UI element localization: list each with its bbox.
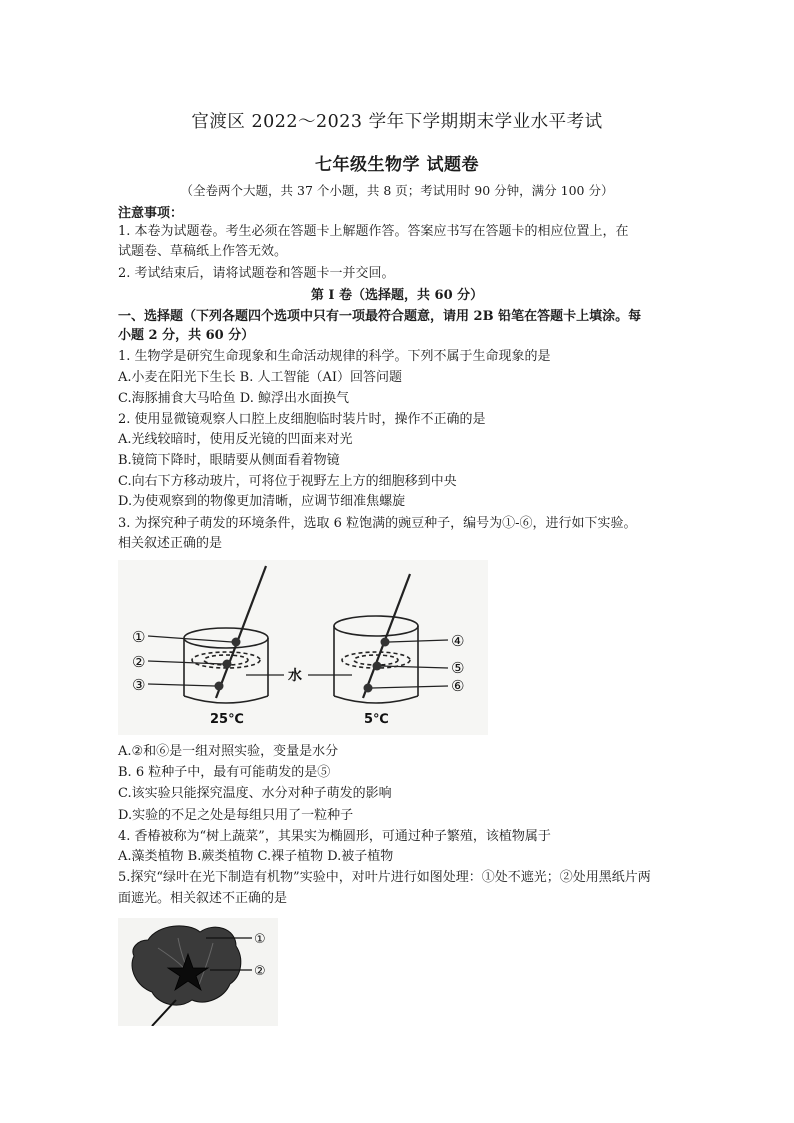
marker-4: ④ — [451, 632, 465, 650]
notice-line-3: 2. 考试结束后，请将试题卷和答题卡一并交回。 — [118, 266, 395, 281]
exam-subtitle: 七年级生物学 试题卷 — [315, 155, 479, 175]
notice-line-1: 1. 本卷为试题卷。考生必须在答题卡上解题作答。答案应书写在答题卡的相应位置上，在 — [118, 224, 629, 239]
section-heading-2: 小题 2 分，共 60 分） — [118, 328, 255, 343]
q3-figure — [118, 560, 488, 735]
q4-stem: 4. 香椿被称为“树上蔬菜”，其果实为椭圆形，可通过种子繁殖，该植物属于 — [118, 829, 551, 844]
exam-info: （全卷两个大题，共 37 个小题，共 8 页；考试用时 90 分钟，满分 100 分） — [180, 183, 614, 198]
water-label: 水 — [288, 668, 302, 684]
notice-heading: 注意事项： — [118, 206, 184, 221]
marker-6: ⑥ — [451, 677, 465, 695]
seed-1 — [232, 638, 241, 647]
q5-leaf-figure — [118, 918, 278, 1026]
marker-3: ③ — [132, 676, 146, 694]
q1-options-ab: A.小麦在阳光下生长 B. 人工智能（AI）回答问题 — [118, 370, 402, 385]
q3-option-d: D.实验的不足之处是每组只用了一粒种子 — [118, 808, 354, 823]
marker-2: ② — [132, 653, 146, 671]
q2-stem: 2. 使用显微镜观察人口腔上皮细胞临时装片时，操作不正确的是 — [118, 412, 486, 427]
left-temp-label: 25℃ — [210, 712, 244, 727]
q2-option-a: A.光线较暗时，使用反光镜的凹面来对光 — [118, 432, 353, 447]
exam-title: 官渡区 2022～2023 学年下学期期末学业水平考试 — [191, 112, 603, 132]
marker-1: ① — [132, 628, 146, 646]
q1-stem: 1. 生物学是研究生命现象和生命活动规律的科学。下列不属于生命现象的是 — [118, 349, 551, 364]
q4-options: A.藻类植物 B.蕨类植物 C.裸子植物 D.被子植物 — [118, 849, 394, 864]
right-temp-label: 5℃ — [364, 712, 389, 727]
leaf-marker-1: ① — [254, 932, 266, 947]
seed-2 — [223, 660, 232, 669]
q5-stem-2: 面遮光。相关叙述不正确的是 — [118, 891, 288, 906]
q2-option-b: B.镜筒下降时，眼睛要从侧面看着物镜 — [118, 453, 340, 468]
seed-6 — [364, 684, 373, 693]
q3-stem-2: 相关叙述正确的是 — [118, 536, 223, 551]
seed-5 — [373, 662, 382, 671]
q3-option-a: A.②和⑥是一组对照实验，变量是水分 — [118, 744, 339, 759]
q3-stem-1: 3. 为探究种子萌发的环境条件，选取 6 粒饱满的豌豆种子，编号为①-⑥，进行如下实验。 — [118, 516, 637, 531]
q1-options-cd: C.海豚捕食大马哈鱼 D. 鲸浮出水面换气 — [118, 391, 349, 406]
q2-option-c: C.向右下方移动玻片，可将位于视野左上方的细胞移到中央 — [118, 474, 457, 489]
q3-option-c: C.该实验只能探究温度、水分对种子萌发的影响 — [118, 786, 392, 801]
leaf-marker-2: ② — [254, 964, 266, 979]
part-title: 第 I 卷（选择题，共 60 分） — [310, 288, 484, 303]
notice-line-2: 试题卷、草稿纸上作答无效。 — [118, 244, 288, 259]
q5-stem-1: 5.探究“绿叶在光下制造有机物”实验中，对叶片进行如图处理：①处不遮光；②处用黑纸片两 — [118, 870, 651, 885]
seed-3 — [215, 682, 224, 691]
seed-4 — [381, 638, 390, 647]
q2-option-d: D.为使观察到的物像更加清晰，应调节细准焦螺旋 — [118, 494, 406, 509]
q3-option-b: B. 6 粒种子中，最有可能萌发的是⑤ — [118, 765, 331, 780]
section-heading-1: 一、选择题（下列各题四个选项中只有一项最符合题意，请用 2B 铅笔在答题卡上填涂。每 — [118, 309, 642, 324]
marker-5: ⑤ — [451, 659, 465, 677]
